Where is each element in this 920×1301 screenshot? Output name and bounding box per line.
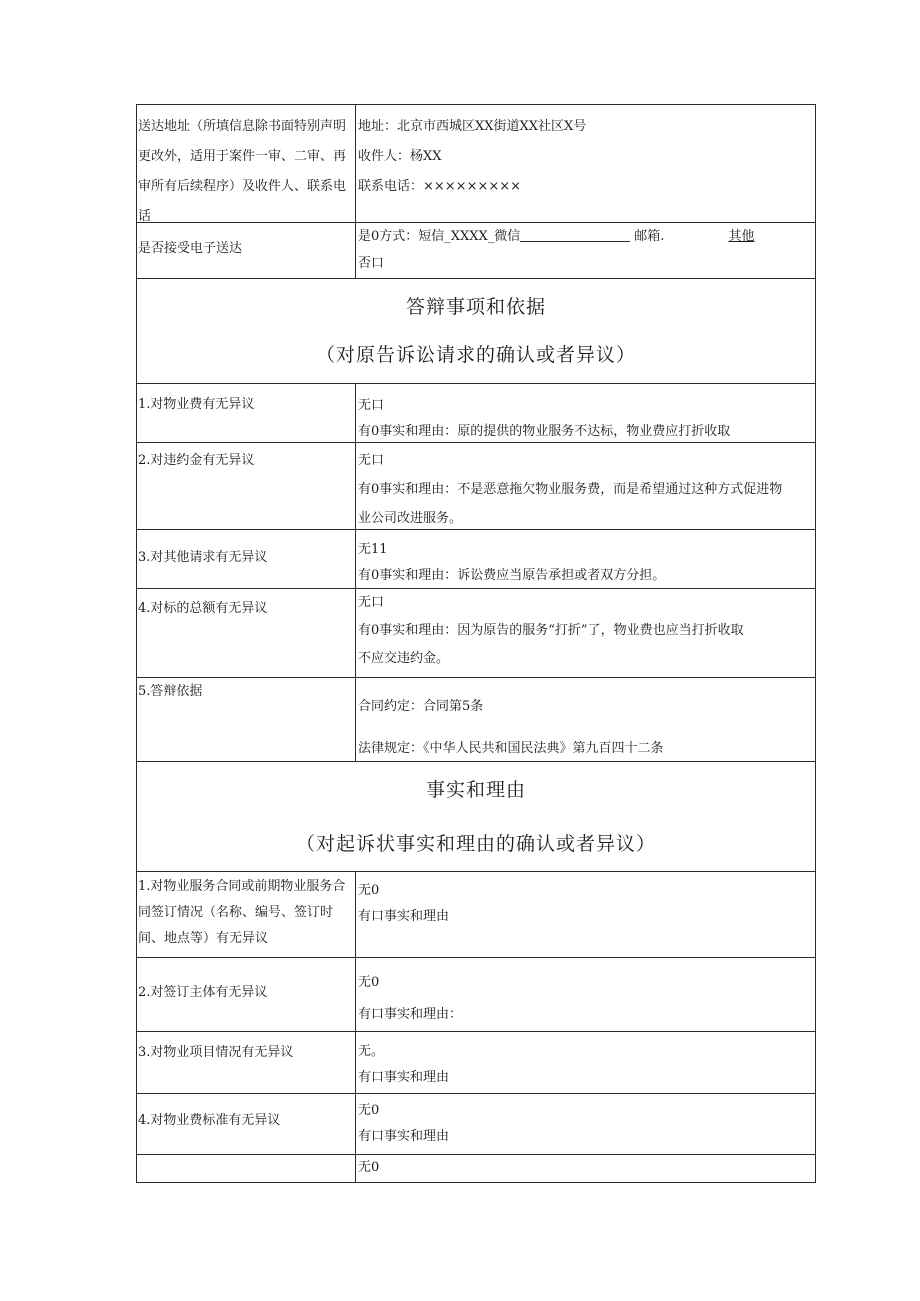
section-defense-heading — [137, 279, 815, 383]
fact-item-row — [137, 871, 815, 957]
fact-item-reason: 有口事实和理由 — [358, 909, 450, 924]
defense-item-label: 1.对物业费有无异议 — [137, 384, 356, 442]
fact-item-row — [137, 1093, 815, 1154]
fact-item-none-option: 无0 — [358, 1103, 380, 1118]
electronic-service-label: 是否接受电子送达 — [137, 223, 356, 278]
defense-item-reason: 有0事实和理由：诉讼费应当原告承担或者双方分担。 — [358, 568, 666, 583]
other-label: 其他 — [728, 229, 755, 244]
defense-item-none-option: 无口 — [358, 398, 385, 413]
email-label: 邮箱. — [634, 229, 665, 244]
defense-basis-row — [137, 677, 815, 761]
fact-item-label — [137, 1155, 356, 1182]
defense-item-label: 4.对标的总额有无异议 — [137, 589, 356, 677]
electronic-yes-methods: 是0方式：短信_XXXX_微信 — [358, 229, 521, 244]
law-basis: 法律规定：《中华人民共和国民法典》第九百四十二条 — [358, 741, 664, 756]
defense-item-reason: 有0事实和理由：不是恶意拖欠物业服务费，而是希望通过这种方式促进物 — [358, 482, 783, 497]
fact-item-value — [356, 958, 815, 1031]
fact-item-label: 1.对物业服务合同或前期物业服务合同签订情况（名称、编号、签订时间、地点等）有无异议 — [137, 872, 356, 957]
fact-item-value — [356, 1094, 815, 1154]
section-defense-subtitle: （对原告诉讼请求的确认或者异议） — [315, 344, 636, 366]
section-facts-title: 事实和理由 — [425, 779, 526, 801]
wechat-blank — [520, 228, 630, 242]
recipient-text: 收件人：杨XX — [358, 149, 442, 164]
address-text: 地址：北京市西城区XX街道XX社区X号 — [358, 119, 587, 134]
defense-item-row — [137, 588, 815, 677]
fact-item-reason: 有口事实和理由： — [358, 1007, 463, 1022]
electronic-service-row — [137, 222, 815, 278]
fact-item-row — [137, 1031, 815, 1093]
fact-item-none-option: 无0 — [358, 883, 380, 898]
defense-basis-value — [356, 678, 815, 761]
service-address-label: 送达地址（所填信息除书面特别声明更改外，适用于案件一审、二审、再审所有后续程序）及收件人、联系电话 — [137, 105, 356, 222]
fact-item-label: 3.对物业项目情况有无异议 — [137, 1032, 356, 1093]
defense-item-value — [356, 589, 815, 677]
defense-item-label: 3.对其他请求有无异议 — [137, 530, 356, 588]
defense-item-reason: 有0事实和理由：因为原告的服务“打折”了，物业费也应当打折收取 — [358, 623, 744, 638]
fact-item-none-option: 无0 — [358, 975, 380, 990]
section-facts-subtitle: （对起诉状事实和理由的确认或者异议） — [295, 833, 656, 855]
defense-item-none-option: 无11 — [358, 542, 388, 557]
fact-item-none-option: 无。 — [358, 1044, 385, 1059]
defense-item-reason-cont: 业公司改进服务。 — [358, 511, 463, 526]
defense-item-label: 2.对违约金有无异议 — [137, 443, 356, 529]
section-defense-header — [137, 278, 815, 383]
electronic-no-line: 否口 — [358, 256, 385, 271]
fact-item-value — [356, 1155, 815, 1182]
section-defense-title: 答辩事项和依据 — [405, 296, 546, 318]
phone-text: 联系电话：××××××××× — [358, 179, 522, 194]
service-address-value — [356, 105, 815, 222]
section-facts-heading — [137, 762, 815, 871]
defense-item-row — [137, 442, 815, 529]
defense-item-row — [137, 383, 815, 442]
service-address-row — [137, 105, 815, 222]
fact-item-label: 4.对物业费标准有无异议 — [137, 1094, 356, 1154]
fact-item-none-option: 无0 — [358, 1160, 380, 1175]
defense-basis-label: 5.答辩依据 — [137, 678, 356, 761]
electronic-yes-line — [358, 223, 813, 250]
contract-basis: 合同约定：合同第5条 — [358, 699, 484, 714]
electronic-service-value — [356, 223, 815, 278]
defense-item-none-option: 无口 — [358, 453, 385, 468]
fact-item-value — [356, 1032, 815, 1093]
fact-item-value — [356, 872, 815, 957]
defense-item-value — [356, 530, 815, 588]
defense-item-value — [356, 384, 815, 442]
response-form-table — [136, 104, 816, 1183]
defense-item-row — [137, 529, 815, 588]
fact-item-reason: 有口事实和理由 — [358, 1070, 450, 1085]
defense-item-reason: 有0事实和理由：原的提供的物业服务不达标，物业费应打折收取 — [358, 424, 731, 439]
fact-item-label: 2.对签订主体有无异议 — [137, 958, 356, 1031]
defense-item-value — [356, 443, 815, 529]
fact-item-row — [137, 957, 815, 1031]
section-facts-header — [137, 761, 815, 871]
fact-item-row — [137, 1154, 815, 1182]
defense-item-reason-cont: 不应交违约金。 — [358, 651, 450, 666]
fact-item-reason: 有口事实和理由 — [358, 1129, 450, 1144]
defense-item-none-option: 无口 — [358, 595, 385, 610]
